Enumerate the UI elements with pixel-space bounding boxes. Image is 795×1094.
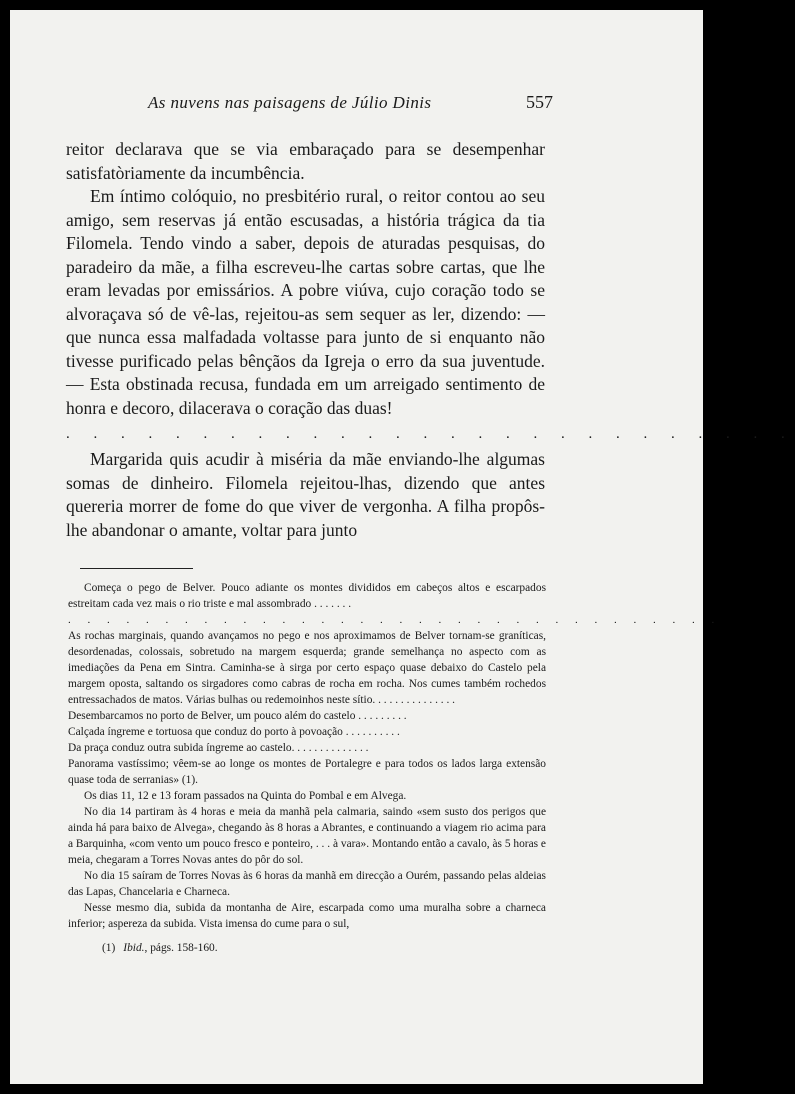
main-text [66, 138, 795, 542]
note-line: Panorama vastíssimo; vêem-se ao longe os montes de Portalegre e para todos os lados larga extensão quase toda de serranias» (1). [68, 758, 546, 786]
note-line: Calçada íngreme e tortuosa que conduz do porto à povoação . . . . . . . . . . [68, 726, 400, 738]
running-title: As nuvens nas paisagens de Júlio Dinis [148, 93, 432, 112]
note-line: Desembarcamos no porto de Belver, um pouco além do castelo . . . . . . . . . [68, 710, 407, 722]
footnote-pages: , págs. 158-160. [144, 942, 218, 954]
note-line: Da praça conduz outra subida íngreme ao castelo. . . . . . . . . . . . . . [68, 742, 369, 754]
paragraph-continuation: reitor declarava que se via embaraçado para se desempenhar satisfatòriamente da incumbência. [66, 139, 545, 183]
book-page [10, 10, 795, 1084]
paragraph-filomela-story: Em íntimo colóquio, no presbitério rural, o reitor contou ao seu amigo, sem reservas já então escusadas, a história trágica da tia Filomela. Tendo vindo a saber, depois de aturadas pesquisas, do paradeiro da mãe, a filha escreveu-lhe cartas sobre cartas, que lhe eram levadas por emissários. A pobre viúva, cujo coração todo se alvoraçava só de vê-las, rejeitou-as sem sequer as ler, dizendo: — que nunca essa malfadada voltasse para junto de si enquanto não tivesse purificado pelas bênçãos da Igreja o erro da sua juventude. — Esta obstinada recusa, fundada em um arreigado sentimento de honra e decoro, dilacerava o coração das duas! [66, 186, 545, 418]
page-header [10, 93, 703, 119]
paragraph-margarida: Margarida quis acudir à miséria da mãe enviando-lhe algumas somas de dinheiro. Filomela rejeitou-lhas, dizendo que antes quereria morrer de fome do que viver de vergonha. A filha propôs-lhe abandonar o amante, voltar para junto [66, 449, 545, 540]
note-line: No dia 15 saíram de Torres Novas às 6 horas da manhã em direcção a Ourém, passando pelas aldeias das Lapas, Chancelaria e Charneca. [68, 870, 546, 898]
notes-block [68, 580, 722, 932]
note-line: As rochas marginais, quando avançamos no pego e nos aproximamos de Belver tornam-se graníticas, desordenadas, colossais, sobretudo na margem esquerda; grande semelhança no aspecto com as imediações da Pena em Sintra. Caminha-se à sirga por certo espaço quase debaixo do Castelo pela margem oposta, saltando os sirgadores como cabras de rocha em rocha. Nos cumes também rochedos entressachados de matos. Várias bulhas ou redemoinhos neste sítio. . . . . . . . . . . . . . . [68, 630, 546, 706]
note-line: No dia 14 partiram às 4 horas e meia da manhã pela calmaria, saindo «sem susto dos perigos que ainda há para baixo de Alvega», chegando às 8 horas a Abrantes, e continuando a viagem rio acima para a Barquinha, «com vento um pouco fresco e ponteiro, . . . à vara». Montando então a cavalo, às 5 horas e meia, chegaram a Torres Novas antes do pôr do sol. [68, 806, 546, 866]
footnote-title: Ibid. [123, 942, 145, 954]
note-line: Começa o pego de Belver. Pouco adiante os montes divididos em cabeços altos e escarpados estreitam cada vez mais o rio triste e mal assombrado . . . . . . . [68, 582, 546, 610]
note-ellipsis-row: . . . . . . . . . . . . . . . . . . . . . . . . . . . . . . . . . . [68, 614, 722, 626]
ellipsis-row: . . . . . . . . . . . . . . . . . . . . . . . . . . . [66, 426, 795, 442]
footnote [102, 940, 218, 956]
page-number: 557 [526, 92, 553, 112]
footnote-ref: (1) [102, 942, 116, 954]
note-line: Os dias 11, 12 e 13 foram passados na Quinta do Pombal e em Alvega. [84, 790, 407, 802]
note-line: Nesse mesmo dia, subida da montanha de Aire, escarpada como uma muralha sobre a charneca inferior; aspereza da subida. Vista imensa do cume para o sul, [68, 902, 546, 930]
footnote-separator [80, 568, 193, 569]
